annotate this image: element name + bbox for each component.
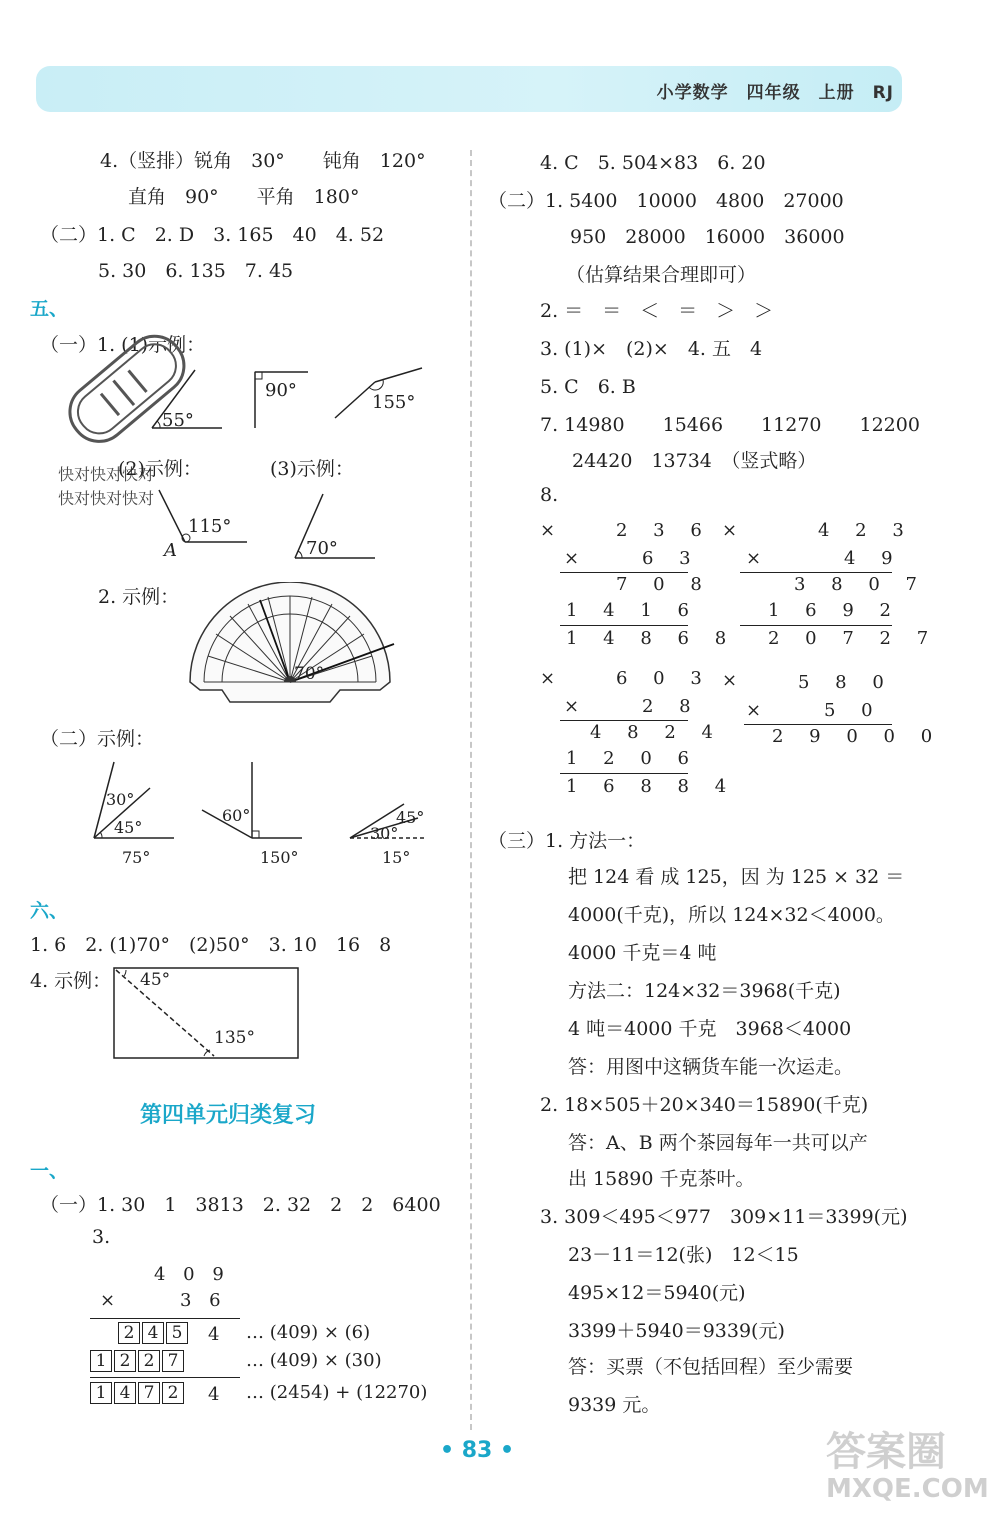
right-line-6: 3. (1)× (2)× 4. 五 4 — [540, 338, 763, 360]
calc2-line-2 — [740, 625, 892, 626]
mul-row2-boxes — [90, 1350, 184, 1372]
calc3-p1: 4 8 2 4 — [590, 722, 723, 743]
right-line-13: 4000(千克)，所以 124×32＜4000。 — [568, 904, 895, 926]
angle-70: 70° — [306, 538, 338, 559]
right-line-19: 答：A、B 两个茶园每年一共可以产 — [568, 1132, 868, 1154]
mul-row1-boxes — [118, 1322, 188, 1344]
mul-row2-note: … (409) × (30) — [246, 1350, 382, 1371]
mul-line-2 — [90, 1377, 240, 1378]
calc3-op: × — [564, 696, 580, 717]
right-line-3: 950 28000 16000 36000 — [570, 226, 845, 248]
calc3-top: 6 0 3 — [616, 668, 712, 689]
right-line-7: 5. C 6. B — [540, 376, 636, 398]
calc4-mark: × — [722, 670, 738, 691]
box-digit: 2 — [118, 1322, 140, 1344]
right-line-18: 2. 18×505＋20×340＝15890(千克) — [540, 1094, 869, 1116]
angle-75: 75° — [122, 848, 151, 867]
right-line-24: 3399＋5940＝9339(元) — [568, 1320, 785, 1342]
box-digit: 5 — [166, 1322, 188, 1344]
calc3-second: 2 8 — [642, 696, 701, 717]
site-watermark: MXQE.COM — [826, 1474, 989, 1504]
calc2-p1: 3 8 0 7 — [794, 574, 927, 595]
calc1-mark: × — [540, 520, 556, 541]
box-digit: 2 — [114, 1350, 136, 1372]
mul-row1-tail: 4 — [208, 1324, 220, 1345]
left-line-6b: (3)示例： — [270, 458, 354, 480]
mul-row3-tail: 4 — [208, 1384, 220, 1405]
right-line-1: 4. C 5. 504×83 6. 20 — [540, 152, 766, 174]
unit-title: 第四单元归类复习 — [140, 1103, 317, 1128]
angle-30-b: 30° — [370, 824, 399, 843]
angle-15: 15° — [382, 848, 411, 867]
box-digit: 2 — [138, 1350, 160, 1372]
calc1-p2: 1 4 1 6 — [566, 600, 699, 621]
angle-150: 150° — [260, 848, 299, 867]
section-five: 五、 — [30, 298, 69, 320]
right-line-23: 495×12＝5940(元) — [568, 1282, 746, 1304]
section-one: 一、 — [30, 1160, 69, 1182]
right-line-21: 3. 309＜495＜977 309×11＝3399(元) — [540, 1206, 908, 1228]
angle-45-a: 45° — [114, 818, 143, 837]
right-line-10: 8. — [540, 484, 559, 506]
rect-angle-135: 135° — [214, 1028, 255, 1048]
left-line-12: 3. — [92, 1226, 111, 1248]
box-digit: 1 — [90, 1382, 112, 1404]
left-line-5: （一）1. (1)示例： — [40, 334, 206, 356]
brand-watermark: 答案圈 — [826, 1429, 946, 1475]
right-line-16: 4 吨＝4000 千克 3968＜4000 — [568, 1018, 852, 1040]
mul-line-1 — [90, 1318, 240, 1319]
mul-top: 4 0 9 — [154, 1264, 230, 1285]
calc3-p2: 1 2 0 6 — [566, 748, 699, 769]
mul-row3-note: … (2454) + (12270) — [246, 1382, 428, 1403]
angle-30-a: 30° — [106, 790, 135, 809]
angle-60: 60° — [222, 806, 251, 825]
calc2-line-1 — [740, 572, 892, 573]
right-line-2: （二）1. 5400 10000 4800 27000 — [488, 190, 844, 212]
left-line-10: 4. 示例： — [30, 970, 112, 992]
section-six: 六、 — [30, 900, 69, 922]
mul-second: 3 6 — [180, 1290, 227, 1311]
header-title: 小学数学 四年级 上册 RJ — [656, 83, 894, 103]
calc2-op: × — [746, 548, 762, 569]
left-line-9: 1. 6 2. (1)70° (2)50° 3. 10 16 8 — [30, 934, 392, 956]
calc2-second: 4 9 — [844, 548, 903, 569]
left-line-11: （一）1. 30 1 3813 2. 32 2 2 6400 — [40, 1194, 441, 1216]
calc3-line-2 — [560, 773, 688, 774]
angle-55: 55° — [162, 410, 194, 431]
right-line-5: 2. ＝ ＝ ＜ ＝ ＞ ＞ — [540, 300, 774, 322]
calc4-line-1 — [744, 724, 892, 725]
page-number: • 83 • — [440, 1438, 515, 1463]
protractor-angle-70: 70° — [294, 664, 325, 684]
right-line-26: 9339 元。 — [568, 1394, 661, 1416]
right-line-20: 出 15890 千克茶叶。 — [568, 1168, 755, 1190]
box-digit: 2 — [162, 1382, 184, 1404]
box-digit: 1 — [90, 1350, 112, 1372]
calc4-op: × — [746, 700, 762, 721]
right-line-14: 4000 千克＝4 吨 — [568, 942, 717, 964]
angle-45-b: 45° — [396, 808, 425, 827]
rect-angle-45: 45° — [140, 970, 171, 990]
calc1-line-1 — [560, 572, 688, 573]
right-line-12: 把 124 看 成 125，因 为 125 × 32 ＝ — [568, 866, 905, 888]
calc3-line-1 — [560, 720, 688, 721]
box-digit: 7 — [162, 1350, 184, 1372]
calc1-second: 6 3 — [642, 548, 701, 569]
left-line-1: 4.（竖排）锐角 30° 钝角 120° — [100, 150, 426, 172]
calc2-result: 2 0 7 2 7 — [768, 628, 939, 649]
stamp-text-1: 快对快对快对 — [58, 465, 155, 484]
calc3-result: 1 6 8 8 4 — [566, 776, 737, 797]
mul-row3-boxes — [90, 1382, 184, 1404]
right-line-11: （三）1. 方法一： — [488, 830, 646, 852]
right-line-25: 答：买票（不包括回程）至少需要 — [568, 1356, 854, 1378]
left-line-6a: (2)示例： — [118, 458, 202, 480]
calc1-result: 1 4 8 6 8 — [566, 628, 737, 649]
right-line-22: 23－11＝12(张) 12＜15 — [568, 1244, 799, 1266]
left-line-2: 直角 90° 平角 180° — [128, 186, 360, 208]
angle-90: 90° — [265, 380, 297, 401]
left-line-4: 5. 30 6. 135 7. 45 — [98, 260, 294, 282]
angle-115: 115° — [188, 516, 232, 537]
calc2-p2: 1 6 9 2 — [768, 600, 901, 621]
calc4-top: 5 8 0 — [798, 672, 894, 693]
calc3-mark: × — [540, 668, 556, 689]
mul-row1-note: … (409) × (6) — [246, 1322, 371, 1343]
right-line-9: 24420 13734 （竖式略） — [572, 450, 817, 472]
calc2-mark: × — [722, 520, 738, 541]
calc1-line-2 — [560, 625, 688, 626]
calc1-p1: 7 0 8 — [616, 574, 712, 595]
box-digit: 4 — [114, 1382, 136, 1404]
calc1-op: × — [564, 548, 580, 569]
point-a-label: A — [164, 540, 177, 561]
calc4-second: 5 0 — [824, 700, 883, 721]
right-line-4: （估算结果合理即可） — [566, 264, 757, 286]
box-digit: 7 — [138, 1382, 160, 1404]
calc2-top: 4 2 3 — [818, 520, 914, 541]
calc4-result: 2 9 0 0 0 — [772, 726, 943, 747]
protractor-icon — [180, 582, 400, 712]
left-line-7: 2. 示例： — [98, 586, 180, 608]
right-line-15: 方法二：124×32＝3968(千克) — [568, 980, 841, 1002]
right-line-17: 答：用图中这辆货车能一次运走。 — [568, 1056, 854, 1078]
angle-155: 155° — [372, 392, 416, 413]
calc1-top: 2 3 6 — [616, 520, 712, 541]
column-divider — [470, 150, 472, 1430]
mul-sign: × — [100, 1290, 116, 1311]
stamp-text-2: 快对快对快对 — [58, 489, 155, 508]
left-line-8: （二）示例： — [40, 728, 155, 750]
left-line-3: （二）1. C 2. D 3. 165 40 4. 52 — [40, 224, 385, 246]
right-line-8: 7. 14980 15466 11270 12200 — [540, 414, 920, 436]
box-digit: 4 — [142, 1322, 164, 1344]
